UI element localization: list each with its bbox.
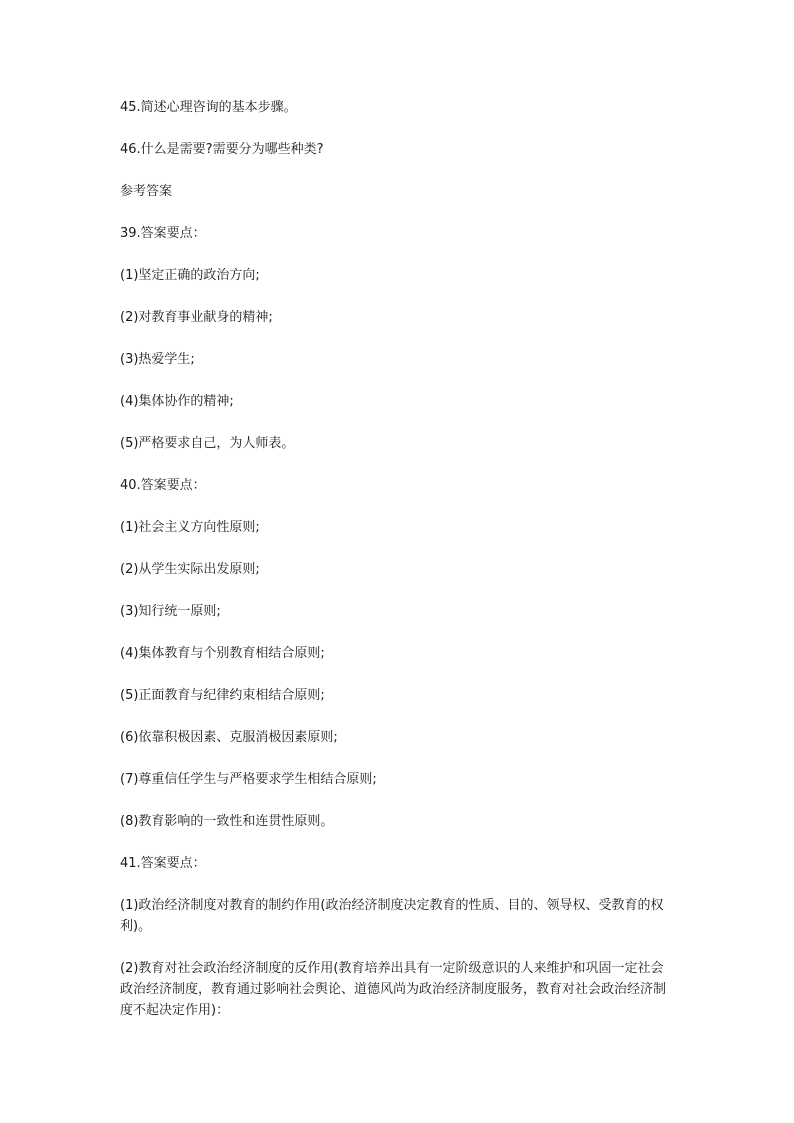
answer-39-item-1: (1)坚定正确的政治方向; — [120, 268, 260, 283]
answer-39-item-2: (2)对教育事业献身的精神; — [120, 310, 273, 325]
answer-39-item-5: (5)严格要求自己，为人师表。 — [120, 436, 295, 451]
answer-39-item-4: (4)集体协作的精神; — [120, 394, 234, 409]
answer-40-item-8: (8)教育影响的一致性和连贯性原则。 — [120, 814, 334, 829]
answer-40-item-1: (1)社会主义方向性原则; — [120, 520, 260, 535]
answer-40-item-6: (6)依靠积极因素、克服消极因素原则; — [120, 730, 338, 745]
question-46: 46.什么是需要?需要分为哪些种类? — [120, 142, 324, 157]
answers-title: 参考答案 — [120, 184, 173, 199]
answer-40-item-4: (4)集体教育与个别教育相结合原则; — [120, 646, 325, 661]
answer-41-item-1: (1)政治经济制度对教育的制约作用(政治经济制度决定教育的性质、目的、领导权、受教育的权利)。 — [120, 898, 664, 934]
answer-40-heading: 40.答案要点： — [120, 478, 206, 493]
answer-40-item-3: (3)知行统一原则; — [120, 604, 221, 619]
answer-40-item-7: (7)尊重信任学生与严格要求学生相结合原则; — [120, 772, 377, 787]
answer-39-item-3: (3)热爱学生; — [120, 352, 195, 367]
answer-41-item-2: (2)教育对社会政治经济制度的反作用(教育培养出具有一定阶级意识的人来维护和巩固一定社会政治经济制度，教育通过影响社会舆论、道德风尚为政治经济制度服务，教育对社会政治经济制度不起决定作用)： — [120, 961, 667, 1018]
answer-40-item-2: (2)从学生实际出发原则; — [120, 562, 260, 577]
answer-41-heading: 41.答案要点： — [120, 856, 206, 871]
question-45: 45.简述心理咨询的基本步骤。 — [120, 100, 297, 115]
answer-40-item-5: (5)正面教育与纪律约束相结合原则; — [120, 688, 325, 703]
answer-39-heading: 39.答案要点： — [120, 226, 206, 241]
document-content — [120, 97, 676, 1042]
